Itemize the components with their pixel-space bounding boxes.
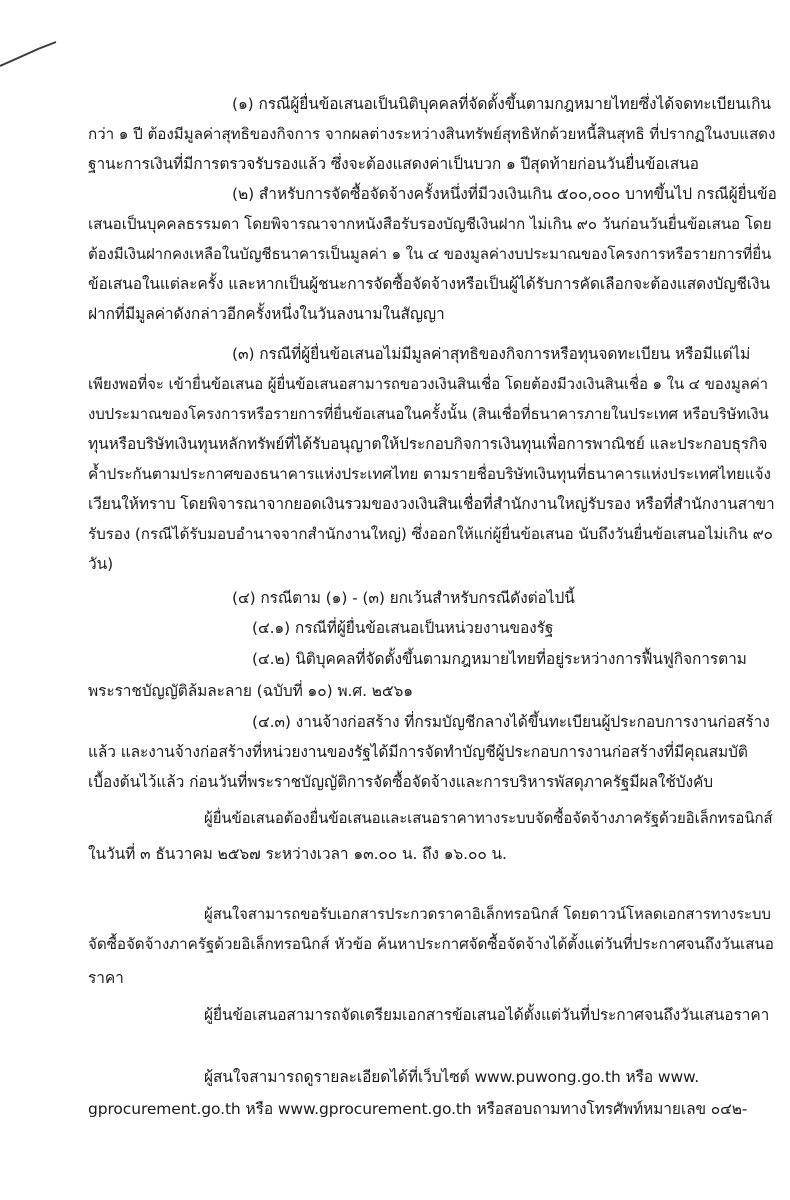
text-line: ผู้ยื่นข้อเสนอสามารถจัดเตรียมเอกสารข้อเสนอได้ตั้งแต่วันที่ประกาศจนถึงวันเสนอราคา	[204, 1006, 770, 1024]
text-line: ทุนหรือบริษัทเงินทุนหลักทรัพย์ที่ได้รับอนุญาตให้ประกอบกิจการเงินทุนเพื่อการพาณิชย์ และประกอบธุรกิจ	[88, 435, 768, 453]
text-line: เพียงพอที่จะ เข้ายื่นข้อเสนอ ผู้ยื่นข้อเสนอสามารถขอวงเงินสินเชื่อ โดยต้องมีวงเงินสินเชื่อ ๑ ใน ๔ ของมูลค่า	[88, 375, 768, 393]
text-line: ฝากที่มีมูลค่าดังกล่าวอีกครั้งหนึ่งในวันลงนามในสัญญา	[88, 305, 445, 323]
text-line: ผู้ยื่นข้อเสนอต้องยื่นข้อเสนอและเสนอราคาทางระบบจัดซื้อจัดจ้างภาครัฐด้วยอิเล็กทรอนิกส์	[204, 809, 773, 827]
text-line: ค้ำประกันตามประกาศของธนาคารแห่งประเทศไทย ตามรายชื่อบริษัทเงินทุนที่ธนาคารแห่งประเทศไทยแจ้ง	[88, 465, 771, 483]
text-line: แล้ว และงานจ้างก่อสร้างที่หน่วยงานของรัฐได้มีการจัดทำบัญชีผู้ประกอบการงานก่อสร้างที่มีคุณสมบัติ	[88, 743, 748, 761]
text-line: ฐานะการเงินที่มีการตรวจรับรองแล้ว ซึ่งจะต้องแสดงค่าเป็นบวก ๑ ปีสุดท้ายก่อนวันยื่นข้อเสนอ	[88, 155, 699, 173]
text-line: ราคา	[88, 969, 124, 987]
text-line: รับรอง (กรณีได้รับมอบอำนาจจากสำนักงานใหญ่) ซึ่งออกให้แก่ผู้ยื่นข้อเสนอ นับถึงวันยื่นข้อเสนอไม่เกิน ๙๐	[88, 525, 773, 543]
text-line: (๔.๓) งานจ้างก่อสร้าง ที่กรมบัญชีกลางได้ขึ้นทะเบียนผู้ประกอบการงานก่อสร้าง	[252, 713, 770, 731]
text-line: เบื้องต้นไว้แล้ว ก่อนวันที่พระราชบัญญัติการจัดซื้อจัดจ้างและการบริหารพัสดุภาครัฐมีผลใช้บังคับ	[88, 773, 713, 791]
text-line: (๔) กรณีตาม (๑) - (๓) ยกเว้นสำหรับกรณีดังต่อไปนี้	[232, 589, 575, 607]
text-line: ในวันที่ ๓ ธันวาคม ๒๕๖๗ ระหว่างเวลา ๑๓.๐๐ น. ถึง ๑๖.๐๐ น.	[88, 845, 507, 863]
text-line: จัดซื้อจัดจ้างภาครัฐด้วยอิเล็กทรอนิกส์ หัวข้อ ค้นหาประกาศจัดซื้อจัดจ้างได้ตั้งแต่วันที่ประกาศจนถึงวันเสนอ	[88, 935, 774, 953]
text-line: พระราชบัญญัติล้มละลาย (ฉบับที่ ๑๐) พ.ศ. ๒๕๖๑	[88, 682, 413, 700]
text-line: งบประมาณของโครงการหรือรายการที่ยื่นข้อเสนอในครั้งนั้น (สินเชื่อที่ธนาคารภายในประเทศ หรือบริษัทเงิน	[88, 405, 769, 423]
text-line: (๔.๑) กรณีที่ผู้ยื่นข้อเสนอเป็นหน่วยงานของรัฐ	[252, 619, 554, 637]
text-line: เสนอเป็นบุคคลธรรมดา โดยพิจารณาจากหนังสือรับรองบัญชีเงินฝาก ไม่เกิน ๙๐ วันก่อนวันยื่นข้อเสนอ โดย	[88, 215, 772, 233]
text-line: กว่า ๑ ปี ต้องมีมูลค่าสุทธิของกิจการ จากผลต่างระหว่างสินทรัพย์สุทธิหักด้วยหนี้สินสุทธิ ที่ปรากฏในงบแสดง	[88, 125, 776, 143]
text-line: ผู้สนใจสามารถดูรายละเอียดได้ที่เว็บไซต์ www.puwong.go.th หรือ www.	[204, 1068, 700, 1086]
text-line: (๓) กรณีที่ผู้ยื่นข้อเสนอไม่มีมูลค่าสุทธิของกิจการหรือทุนจดทะเบียน หรือมีแต่ไม่	[232, 345, 751, 363]
text-line: (๔.๒) นิติบุคคลที่จัดตั้งขึ้นตามกฎหมายไทยที่อยู่ระหว่างการฟื้นฟูกิจการตาม	[252, 650, 747, 668]
text-line: ผู้สนใจสามารถขอรับเอกสารประกวดราคาอิเล็กทรอนิกส์ โดยดาวน์โหลดเอกสารทางระบบ	[204, 905, 771, 923]
text-line: (๒) สำหรับการจัดซื้อจัดจ้างครั้งหนึ่งที่มีวงเงินเกิน ๕๐๐,๐๐๐ บาทขึ้นไป กรณีผู้ยื่นข้อ	[232, 185, 777, 203]
text-line: ข้อเสนอในแต่ละครั้ง และหากเป็นผู้ชนะการจัดซื้อจัดจ้างหรือเป็นผู้ได้รับการคัดเลือกจะต้องแสดงบัญชีเงิน	[88, 275, 770, 293]
text-line: วัน)	[88, 555, 114, 573]
text-line: gprocurement.go.th หรือ www.gprocurement.go.th หรือสอบถามทางโทรศัพท์หมายเลข ๐๔๒-	[88, 1100, 748, 1118]
text-line: เวียนให้ทราบ โดยพิจารณาจากยอดเงินรวมของวงเงินสินเชื่อที่สำนักงานใหญ่รับรอง หรือที่สำนักงานสาขา	[88, 495, 775, 513]
text-line: ต้องมีเงินฝากคงเหลือในบัญชีธนาคารเป็นมูลค่า ๑ ใน ๔ ของมูลค่างบประมาณของโครงการหรือรายการที่ยื่น	[88, 245, 772, 263]
text-line: (๑) กรณีผู้ยื่นข้อเสนอเป็นนิติบุคคลที่จัดตั้งขึ้นตามกฎหมายไทยซึ่งได้จดทะเบียนเกิน	[232, 95, 771, 113]
